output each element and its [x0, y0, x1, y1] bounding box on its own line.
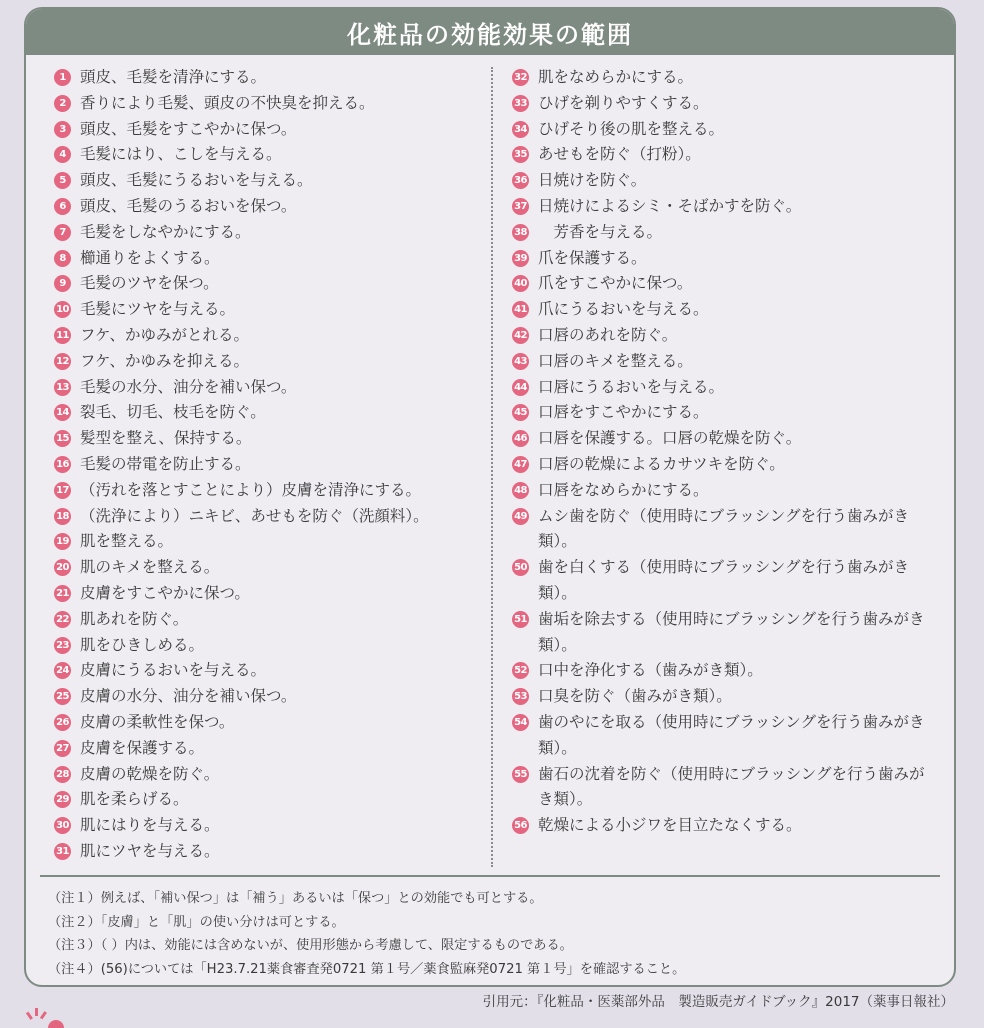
efficacy-item: [54, 349, 484, 375]
efficacy-item: [512, 65, 936, 91]
efficacy-item: [54, 736, 484, 762]
efficacy-item: [512, 91, 936, 117]
item-text: 口唇をなめらかにする。: [538, 480, 709, 499]
efficacy-item: [54, 323, 484, 349]
efficacy-item: [512, 400, 936, 426]
item-number-badge: 9: [54, 275, 71, 292]
item-number-badge: 24: [54, 662, 71, 679]
efficacy-item: [512, 246, 936, 272]
item-text: フケ、かゆみを抑える。: [80, 351, 249, 370]
efficacy-item: [512, 813, 936, 839]
efficacy-item: [512, 142, 936, 168]
item-number-badge: 17: [54, 482, 71, 499]
item-number-badge: 53: [512, 688, 529, 705]
item-text: 歯垢を除去する（使用時にブラッシングを行う歯みがき類）。: [538, 609, 925, 654]
item-text: 爪を保護する。: [538, 248, 647, 267]
item-text: ムシ歯を防ぐ（使用時にブラッシングを行う歯みがき類）。: [538, 506, 909, 551]
item-text: 皮膚をすこやかに保つ。: [80, 583, 250, 602]
efficacy-item: [54, 246, 484, 272]
item-text: 歯のやにを取る（使用時にブラッシングを行う歯みがき類）。: [538, 712, 925, 757]
item-text: 皮膚の柔軟性を保つ。: [80, 712, 235, 731]
item-text: 皮膚にうるおいを与える。: [80, 661, 267, 680]
item-text: 爪にうるおいを与える。: [538, 300, 709, 319]
efficacy-item: [512, 117, 936, 143]
efficacy-item: [512, 168, 936, 194]
item-text: 香りにより毛髪、頭皮の不快臭を抑える。: [80, 93, 375, 112]
efficacy-item: [54, 529, 484, 555]
item-number-badge: 37: [512, 198, 529, 215]
efficacy-item: [54, 168, 484, 194]
item-number-badge: 35: [512, 146, 529, 163]
item-number-badge: 22: [54, 611, 71, 628]
efficacy-item: [54, 375, 484, 401]
item-number-badge: 42: [512, 327, 529, 344]
item-text: 髪型を整え、保持する。: [80, 429, 252, 448]
item-number-badge: 41: [512, 301, 529, 318]
item-text: フケ、かゆみがとれる。: [80, 325, 249, 344]
item-text: あせもを防ぐ（打粉）。: [538, 145, 701, 164]
item-text: 皮膚の水分、油分を補い保つ。: [80, 687, 297, 706]
item-text: 爪をすこやかに保つ。: [538, 274, 693, 293]
item-number-badge: 19: [54, 533, 71, 550]
item-text: 毛髪をしなやかにする。: [80, 222, 251, 241]
efficacy-item: [512, 220, 936, 246]
item-text: 毛髪のツヤを保つ。: [80, 274, 219, 293]
efficacy-item: [54, 91, 484, 117]
item-number-badge: 52: [512, 662, 529, 679]
efficacy-item: [54, 684, 484, 710]
item-number-badge: 8: [54, 250, 71, 267]
item-text: 肌をなめらかにする。: [538, 68, 694, 86]
item-number-badge: 25: [54, 688, 71, 705]
source-citation: 引用元：『化粧品・医薬部外品 製造販売ガイドブック』2017（薬事日報社）: [482, 994, 954, 1010]
efficacy-item: [512, 555, 936, 607]
item-text: 毛髪にツヤを与える。: [80, 300, 236, 319]
item-text: 歯石の沈着を防ぐ（使用時にブラッシングを行う歯みがき類）。: [538, 764, 925, 809]
right-efficacy-list: [512, 65, 936, 839]
efficacy-item: [54, 710, 484, 736]
item-text: 肌のキメを整える。: [80, 558, 220, 577]
efficacy-item: [512, 762, 936, 814]
item-number-badge: 20: [54, 559, 71, 576]
item-number-badge: 33: [512, 95, 529, 112]
item-text: 頭皮、毛髪のうるおいを保つ。: [80, 196, 297, 215]
efficacy-columns: [26, 55, 954, 869]
item-text: 毛髪の水分、油分を補い保つ。: [80, 377, 297, 396]
decorative-burst-icon: [22, 1006, 66, 1028]
item-text: 芳香を与える。: [538, 222, 663, 241]
efficacy-item: [512, 684, 936, 710]
item-number-badge: 30: [54, 817, 71, 834]
item-text: 日焼けによるシミ・そばかすを防ぐ。: [538, 196, 802, 215]
item-number-badge: 12: [54, 353, 71, 370]
efficacy-item: [512, 710, 936, 762]
efficacy-item: [54, 504, 484, 530]
item-text: 皮膚を保護する。: [80, 738, 205, 757]
item-text: 日焼けを防ぐ。: [538, 171, 647, 190]
efficacy-item: [512, 271, 936, 297]
item-text: 口中を浄化する（歯みがき類）。: [538, 661, 763, 680]
efficacy-item: [54, 787, 484, 813]
note-4: （注４）(56)については「H23.7.21薬食審査発0721 第１号／薬食監麻発0721 第１号」を確認すること。: [48, 961, 686, 977]
notes-divider: [40, 875, 940, 877]
item-text: 皮膚の乾燥を防ぐ。: [80, 764, 220, 783]
item-number-badge: 6: [54, 198, 71, 215]
efficacy-item: [512, 478, 936, 504]
efficacy-card: [24, 7, 956, 987]
item-text: 口唇の乾燥によるカサツキを防ぐ。: [538, 454, 785, 473]
efficacy-item: [54, 142, 484, 168]
efficacy-item: [54, 452, 484, 478]
left-efficacy-list: [54, 65, 484, 865]
efficacy-item: [54, 581, 484, 607]
item-text: 肌を整える。: [80, 532, 174, 551]
efficacy-item: [512, 375, 936, 401]
item-number-badge: 31: [54, 843, 71, 860]
efficacy-item: [512, 658, 936, 684]
card-header: [26, 9, 954, 55]
efficacy-item: [54, 400, 484, 426]
item-number-badge: 18: [54, 508, 71, 525]
item-text: ひげそり後の肌を整える。: [538, 119, 725, 138]
efficacy-item: [54, 220, 484, 246]
item-text: 頭皮、毛髪をすこやかに保つ。: [80, 119, 297, 138]
item-text: 肌をひきしめる。: [80, 635, 205, 654]
item-text: 歯を白くする（使用時にブラッシングを行う歯みがき類）。: [538, 558, 909, 602]
efficacy-item: [512, 323, 936, 349]
item-number-badge: 36: [512, 172, 529, 189]
item-text: 肌にツヤを与える。: [80, 841, 220, 860]
item-number-badge: 40: [512, 275, 529, 292]
note-1: （注１）例えば、「補い保つ」は「補う」あるいは「保つ」との効能でも可とする。: [48, 891, 543, 906]
efficacy-item: [512, 194, 936, 220]
item-number-badge: 39: [512, 250, 529, 267]
item-text: 櫛通りをよくする。: [80, 248, 220, 267]
item-number-badge: 55: [512, 766, 529, 783]
item-number-badge: 2: [54, 95, 71, 112]
item-number-badge: 21: [54, 585, 71, 602]
item-text: 口臭を防ぐ（歯みがき類）。: [538, 687, 732, 706]
item-number-badge: 3: [54, 121, 71, 138]
page-title: 化粧品の効能効果の範囲: [347, 20, 633, 49]
item-text: 肌にはりを与える。: [80, 816, 220, 835]
item-number-badge: 54: [512, 714, 529, 731]
item-text: 裂毛、切毛、枝毛を防ぐ。: [80, 403, 266, 422]
item-number-badge: 10: [54, 301, 71, 318]
efficacy-item: [54, 607, 484, 633]
efficacy-item: [54, 813, 484, 839]
item-text: 口唇のキメを整える。: [538, 351, 693, 370]
item-number-badge: 49: [512, 508, 529, 525]
item-number-badge: 45: [512, 404, 529, 421]
item-number-badge: 29: [54, 791, 71, 808]
item-number-badge: 46: [512, 430, 529, 447]
item-number-badge: 1: [54, 69, 71, 86]
item-number-badge: 16: [54, 456, 71, 473]
item-text: 口唇を保護する。口唇の乾燥を防ぐ。: [538, 429, 802, 448]
efficacy-item: [54, 839, 484, 865]
item-number-badge: 38: [512, 224, 529, 241]
item-text: （洗浄により）ニキビ、あせもを防ぐ（洗顔料）。: [80, 506, 429, 525]
efficacy-item: [512, 349, 936, 375]
item-text: 口唇のあれを防ぐ。: [538, 325, 678, 344]
efficacy-item: [512, 452, 936, 478]
item-number-badge: 51: [512, 611, 529, 628]
note-2: （注２）「皮膚」と「肌」の使い分けは可とする。: [48, 914, 345, 930]
item-number-badge: 5: [54, 172, 71, 189]
efficacy-item: [54, 633, 484, 659]
item-text: ひげを剃りやすくする。: [538, 93, 709, 112]
item-text: 口唇をすこやかにする。: [538, 403, 709, 422]
item-number-badge: 56: [512, 817, 529, 834]
efficacy-item: [54, 762, 484, 788]
item-text: 肌を柔らげる。: [80, 790, 189, 809]
efficacy-item: [54, 555, 484, 581]
item-text: 乾燥による小ジワを目立たなくする。: [538, 816, 802, 835]
item-number-badge: 50: [512, 559, 529, 576]
item-number-badge: 14: [54, 404, 71, 421]
item-number-badge: 26: [54, 714, 71, 731]
item-number-badge: 32: [512, 69, 529, 86]
item-text: 毛髪の帯電を防止する。: [80, 454, 251, 473]
item-text: （汚れを落とすことにより）皮膚を清浄にする。: [80, 480, 422, 499]
efficacy-item: [512, 607, 936, 659]
efficacy-item: [54, 658, 484, 684]
note-3: （注３）（ ）内は、効能には含めないが、使用形態から考慮して、限定するものである。: [48, 938, 573, 953]
item-text: 毛髪にはり、こしを与える。: [80, 145, 282, 164]
item-number-badge: 4: [54, 146, 71, 163]
efficacy-item: [54, 117, 484, 143]
item-text: 肌あれを防ぐ。: [80, 609, 189, 628]
item-number-badge: 15: [54, 430, 71, 447]
efficacy-item: [54, 65, 484, 91]
efficacy-item: [512, 426, 936, 452]
efficacy-item: [54, 194, 484, 220]
item-text: 頭皮、毛髪にうるおいを与える。: [80, 171, 313, 190]
efficacy-item: [54, 297, 484, 323]
efficacy-item: [54, 478, 484, 504]
efficacy-item: [512, 297, 936, 323]
item-number-badge: 27: [54, 740, 71, 757]
efficacy-item: [54, 271, 484, 297]
item-number-badge: 34: [512, 121, 529, 138]
item-number-badge: 44: [512, 379, 529, 396]
item-text: 頭皮、毛髪を清浄にする。: [80, 68, 267, 86]
item-number-badge: 43: [512, 353, 529, 370]
notes-list: [48, 887, 685, 981]
item-text: 口唇にうるおいを与える。: [538, 377, 725, 396]
item-number-badge: 11: [54, 327, 71, 344]
efficacy-item: [54, 426, 484, 452]
item-number-badge: 13: [54, 379, 71, 396]
efficacy-item: [512, 504, 936, 556]
item-number-badge: 48: [512, 482, 529, 499]
column-divider: [491, 67, 493, 867]
item-number-badge: 7: [54, 224, 71, 241]
item-number-badge: 47: [512, 456, 529, 473]
item-number-badge: 23: [54, 637, 71, 654]
item-number-badge: 28: [54, 766, 71, 783]
